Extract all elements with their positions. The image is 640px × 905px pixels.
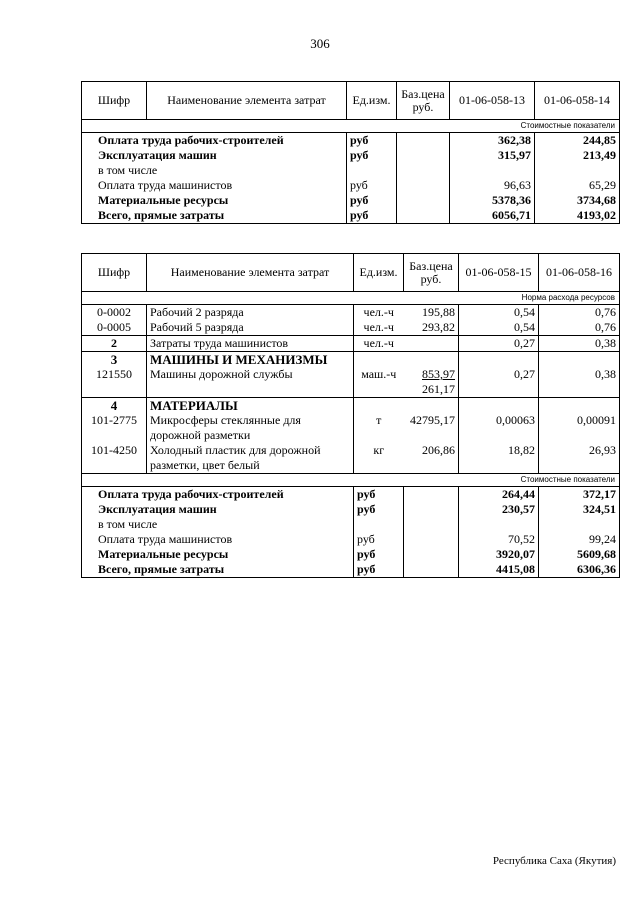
resource-code: 121550 [82, 367, 147, 398]
resource-row [82, 367, 620, 398]
resource-price: 293,82 [404, 320, 459, 336]
resource-value-a: 0,27 [459, 367, 539, 398]
resource-code: 2 [82, 336, 147, 352]
subheader-row [82, 474, 620, 487]
resource-value-a: 0,54 [459, 305, 539, 321]
table-row [82, 148, 620, 163]
resource-row [82, 443, 620, 474]
row-value-b: 65,29 [535, 178, 620, 193]
resource-name: Машины дорожной службы [147, 367, 354, 398]
resource-price: 853,97 [422, 367, 455, 381]
section-row [82, 398, 620, 414]
table-row [82, 532, 620, 547]
resource-value-a: 0,27 [459, 336, 539, 352]
row-name: Оплата труда рабочих-строителей [82, 133, 347, 149]
resource-row [82, 320, 620, 336]
section-row [82, 352, 620, 368]
resource-unit: чел.-ч [354, 336, 404, 352]
cost-table-1 [81, 81, 620, 224]
resource-price: 206,86 [404, 443, 459, 474]
resource-value-b: 0,76 [539, 320, 620, 336]
resource-value-a: 0,00063 [459, 413, 539, 443]
row-unit: руб [347, 178, 397, 193]
header-name: Наименование элемента затрат [147, 254, 354, 292]
header-name: Наименование элемента затрат [147, 82, 347, 120]
row-value-b: 372,17 [539, 487, 620, 503]
resource-unit: маш.-ч [354, 367, 404, 398]
resource-name: Холодный пластик для дорожной разметки, цвет белый [147, 443, 354, 474]
table-row [82, 547, 620, 562]
header-code: Шифр [82, 82, 147, 120]
row-value-b: 3734,68 [535, 193, 620, 208]
header-base-price: Баз.цена руб. [397, 82, 450, 120]
resource-name: Рабочий 2 разряда [147, 305, 354, 321]
row-value-a: 5378,36 [450, 193, 535, 208]
resource-code: 101-4250 [82, 443, 147, 474]
resource-row [82, 305, 620, 321]
resource-value-b: 0,38 [539, 336, 620, 352]
row-name: Всего, прямые затраты [82, 208, 347, 224]
row-value-b: 4193,02 [535, 208, 620, 224]
resource-code: 101-2775 [82, 413, 147, 443]
row-value-a: 315,97 [450, 148, 535, 163]
resource-price: 195,88 [422, 305, 455, 319]
row-value-a: 70,52 [459, 532, 539, 547]
resource-name: Микросферы стеклянные для дорожной разметки [147, 413, 354, 443]
table-row [82, 502, 620, 517]
header-unit: Ед.изм. [354, 254, 404, 292]
row-name: в том числе [82, 517, 354, 532]
resource-value-b: 0,76 [539, 305, 620, 321]
section-title: МАШИНЫ И МЕХАНИЗМЫ [147, 352, 354, 368]
resource-code: 0-0005 [82, 320, 147, 336]
table-row [82, 178, 620, 193]
row-value-b: 5609,68 [539, 547, 620, 562]
row-name: Материальные ресурсы [82, 547, 354, 562]
resource-name: Рабочий 5 разряда [147, 320, 354, 336]
row-value-a: 4415,08 [459, 562, 539, 578]
table-row [82, 487, 620, 503]
row-value-b: 324,51 [539, 502, 620, 517]
header-code: Шифр [82, 254, 147, 292]
row-unit: руб [347, 148, 397, 163]
subheader-norm: Норма расхода ресурсов [459, 292, 620, 305]
resource-price: 42795,17 [410, 413, 455, 427]
resource-table-2 [81, 253, 620, 578]
row-name: Оплата труда машинистов [82, 532, 354, 547]
header-col-a: 01-06-058-15 [459, 254, 539, 292]
resource-row [82, 336, 620, 352]
row-unit: руб [354, 502, 404, 517]
row-unit: руб [347, 133, 397, 149]
row-unit: руб [347, 208, 397, 224]
row-value-a: 362,38 [450, 133, 535, 149]
row-unit: руб [354, 562, 404, 578]
header-col-b: 01-06-058-16 [539, 254, 620, 292]
row-name: в том числе [82, 163, 347, 178]
table-row [82, 562, 620, 578]
resource-value-a: 0,54 [459, 320, 539, 336]
table-row [82, 193, 620, 208]
resource-value-b: 0,00091 [539, 413, 620, 443]
header-col-a: 01-06-058-13 [450, 82, 535, 120]
subheader-row [82, 120, 620, 133]
row-value-b: 244,85 [535, 133, 620, 149]
table-row [82, 517, 620, 532]
row-value-a: 3920,07 [459, 547, 539, 562]
row-name: Всего, прямые затраты [82, 562, 354, 578]
table-row [82, 208, 620, 224]
row-name: Эксплуатация машин [82, 502, 354, 517]
resource-unit: кг [354, 443, 404, 474]
section-code: 4 [82, 398, 147, 414]
row-name: Оплата труда машинистов [82, 178, 347, 193]
resource-code: 0-0002 [82, 305, 147, 321]
resource-name: Затраты труда машинистов [147, 336, 354, 352]
row-name: Оплата труда рабочих-строителей [82, 487, 354, 503]
resource-value-a: 18,82 [459, 443, 539, 474]
row-value-a: 230,57 [459, 502, 539, 517]
table-header [82, 82, 620, 120]
header-base-price: Баз.цена руб. [404, 254, 459, 292]
row-name: Материальные ресурсы [82, 193, 347, 208]
row-value-b: 213,49 [535, 148, 620, 163]
subheader-row [82, 292, 620, 305]
row-value-a: 96,63 [450, 178, 535, 193]
page-number: 306 [310, 36, 330, 51]
header-col-b: 01-06-058-14 [535, 82, 620, 120]
section-title: МАТЕРИАЛЫ [147, 398, 354, 414]
row-unit: руб [354, 532, 404, 547]
row-unit: руб [347, 193, 397, 208]
header-unit: Ед.изм. [347, 82, 397, 120]
footer-region: Республика Саха (Якутия) [492, 855, 616, 867]
row-name: Эксплуатация машин [82, 148, 347, 163]
subheader-cost: Стоимостные показатели [459, 474, 620, 487]
resource-row [82, 413, 620, 443]
row-value-b: 6306,36 [539, 562, 620, 578]
row-unit: руб [354, 487, 404, 503]
resource-unit: т [354, 413, 404, 443]
subheader-cost: Стоимостные показатели [450, 120, 620, 133]
resource-value-b: 0,38 [539, 367, 620, 398]
table-row [82, 163, 620, 178]
row-value-a: 264,44 [459, 487, 539, 503]
resource-price-secondary: 261,17 [422, 382, 455, 396]
section-code: 3 [82, 352, 147, 368]
table-row [82, 133, 620, 149]
resource-unit: чел.-ч [354, 320, 404, 336]
table-header [82, 254, 620, 292]
resource-unit: чел.-ч [354, 305, 404, 321]
resource-value-b: 26,93 [539, 443, 620, 474]
row-value-b: 99,24 [539, 532, 620, 547]
row-unit: руб [354, 547, 404, 562]
row-value-a: 6056,71 [450, 208, 535, 224]
